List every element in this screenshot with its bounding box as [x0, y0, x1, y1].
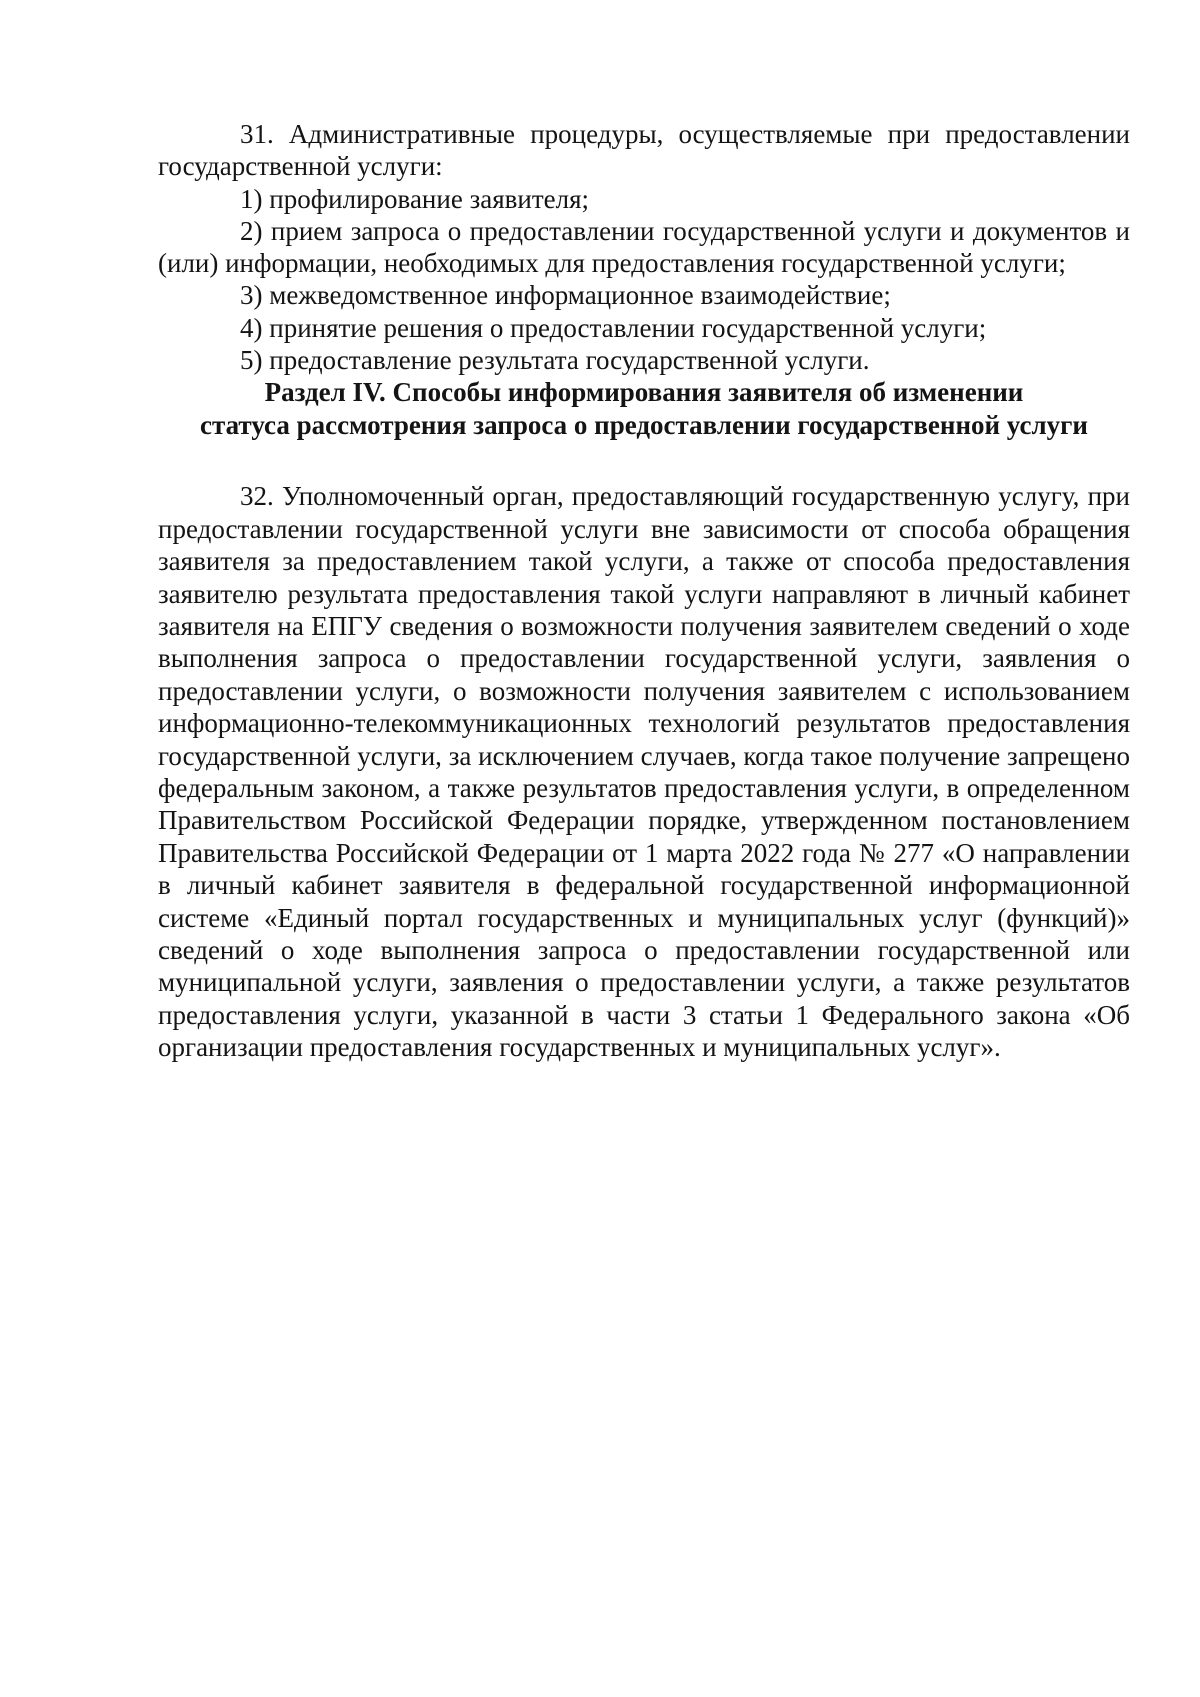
list-item-2: 2) прием запроса о предоставлении государственной услуги и документов и (или) информации, необходимых для предоставления государственной услуги;	[158, 215, 1130, 279]
section-31-intro: 31. Административные процедуры, осуществляемые при предоставлении государственной услуги:	[158, 119, 1130, 182]
list-item-1: 1) профилирование заявителя;	[240, 183, 590, 214]
section-heading	[158, 376, 1130, 442]
section-heading-line-2: статуса рассмотрения запроса о предоставлении государственной услуги	[200, 410, 1088, 441]
section-32-paragraph: 32. Уполномоченный орган, предоставляющий государственную услугу, при предоставлении государственной услуги вне зависимости от способа обращения заявителя за предоставлением такой услуги, а также от способа предоставления заявителю результата предоставления такой услуги направляют в личный кабинет заявителя на ЕПГУ сведения о возможности получения заявителем сведений о ходе выполнения запроса о предоставлении государственной услуги, заявления о предоставлении услуги, о возможности получения заявителем с использованием информационно-телекоммуникационных технологий результатов предоставления государственной услуги, за исключением случаев, когда такое получение запрещено федеральным законом, а также результатов предоставления услуги, в определенном Правительством Российской Федерации порядке, утвержденном постановлением Правительства Российской Федерации от 1 марта 2022 года № 277 «О направлении в личный кабинет заявителя в федеральной государственной информационной системе «Единый портал государственных и муниципальных услуг (функций)» сведений о ходе выполнения запроса о предоставлении государственной или муниципальной услуги, заявления о предоставлении услуги, а также результатов предоставления услуги, указанной в части 3 статьи 1 Федерального закона «Об организации предоставления государственных и муниципальных услуг».	[158, 481, 1130, 1063]
list-item-5: 5) предоставление результата государственной услуги.	[240, 345, 870, 376]
list-item-4: 4) принятие решения о предоставлении государственной услуги;	[240, 312, 987, 343]
section-heading-line-1: Раздел IV. Способы информирования заявителя об изменении	[264, 377, 1024, 408]
list-item-3: 3) межведомственное информационное взаимодействие;	[240, 280, 891, 311]
document-body	[158, 118, 1130, 1064]
